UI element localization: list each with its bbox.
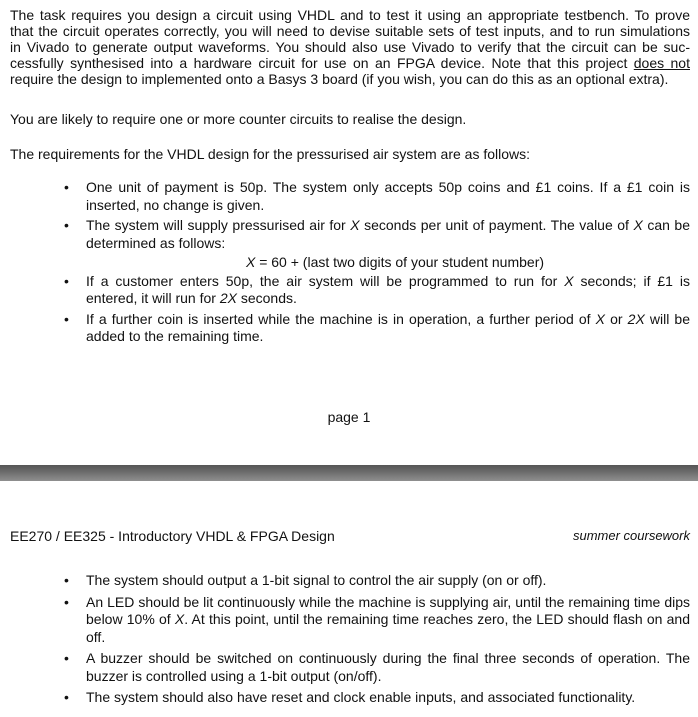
text-run: The system will supply pressurised air for <box>86 217 351 233</box>
bullet-text <box>86 594 690 647</box>
running-header-course: EE270 / EE325 - Introductory VHDL & FPGA Design <box>10 528 335 544</box>
bullet-text: A buzzer should be switched on continuously during the final three seconds of operation. The buzzer is controlled using a 1-bit output (on/off). <box>86 650 690 684</box>
list-item <box>60 273 690 308</box>
list-item <box>60 689 690 707</box>
list-item <box>60 572 690 590</box>
var-2x: 2X <box>627 310 645 327</box>
bullet-icon: • <box>64 179 69 195</box>
var-x: X <box>350 217 360 233</box>
bullet-text <box>86 311 690 346</box>
bullet-text: The system should output a 1-bit signal to control the air supply (on or off). <box>86 572 547 588</box>
text-run: can be determined as follows: <box>86 217 690 251</box>
text-run: seconds. <box>236 290 297 306</box>
list-item <box>60 217 690 252</box>
var-x: X <box>595 310 605 327</box>
bullet-icon: • <box>64 272 69 289</box>
var-x: X <box>245 254 256 270</box>
list-item <box>60 650 690 685</box>
page-separator <box>0 465 698 481</box>
bullet-icon: • <box>64 572 69 588</box>
list-item <box>60 311 690 346</box>
bullet-icon: • <box>64 310 69 327</box>
text-run: will be added to the remaining time. <box>86 310 690 344</box>
document-page-2 <box>0 481 698 717</box>
bullet-text <box>86 273 690 308</box>
bullet-text: One unit of payment is 50p. The system only accepts 50p coins and £1 coins. If a £1 coin is inserted, no change is given. <box>86 179 690 213</box>
list-item <box>60 179 690 214</box>
text-run: If a customer enters 50p, the air system will be programmed to run for <box>86 272 565 289</box>
requirements-list-page1 <box>60 179 690 346</box>
text-run: If a further coin is inserted while the machine is in operation, a further period of <box>86 310 596 327</box>
requirements-list-page2 <box>60 572 690 707</box>
running-header-label: summer coursework <box>572 528 690 543</box>
intro-line-text: cessfully synthesised into a hardware circuit for use on an FPGA device. Note that this project <box>10 55 634 71</box>
var-2x: 2X <box>219 290 237 306</box>
counter-note: You are likely to require one or more counter circuits to realise the design. <box>10 111 467 127</box>
intro-line <box>10 55 690 71</box>
intro-paragraph <box>10 7 690 87</box>
text-run: or <box>605 310 628 327</box>
page-number: page 1 <box>327 409 371 425</box>
list-item <box>60 594 690 647</box>
text-run: . At this point, until the remaining time reaches zero, the LED should flash on and off. <box>86 611 690 645</box>
bullet-icon: • <box>64 689 69 705</box>
var-x: X <box>174 611 185 627</box>
formula <box>60 254 690 272</box>
text-run: An LED should be lit continuously while the machine is supplying air, until the remaining time dips below 10% of <box>86 593 690 627</box>
requirements-intro: The requirements for the VHDL design for the pressurised air system are as follows: <box>10 146 531 162</box>
emphasis-does-not: does not <box>633 55 690 71</box>
var-x: X <box>633 217 643 233</box>
text-run: seconds; if £1 is entered, it will run for <box>86 272 690 306</box>
bullet-text <box>86 217 690 252</box>
formula-text: = 60 + (last two digits of your student number) <box>255 254 545 270</box>
intro-line: The task requires you design a circuit using VHDL and to test it using an appropriate testbench. To prove <box>10 7 690 23</box>
bullet-icon: • <box>64 593 69 610</box>
bullet-icon: • <box>64 217 69 233</box>
intro-line: require the design to implemented onto a Basys 3 board (if you wish, you can do this as an optional extra). <box>10 71 669 87</box>
bullet-icon: • <box>64 650 69 666</box>
intro-line: that the circuit operates correctly, you will need to devise suitable sets of test inputs, and to run simulations <box>10 23 690 39</box>
var-x: X <box>564 272 574 289</box>
bullet-text: The system should also have reset and clock enable inputs, and associated functionality. <box>86 689 636 705</box>
text-run: seconds per unit of payment. The value of <box>359 217 634 233</box>
intro-line: in Vivado to generate output waveforms. You should also use Vivado to verify that the circuit can be suc- <box>10 39 690 55</box>
